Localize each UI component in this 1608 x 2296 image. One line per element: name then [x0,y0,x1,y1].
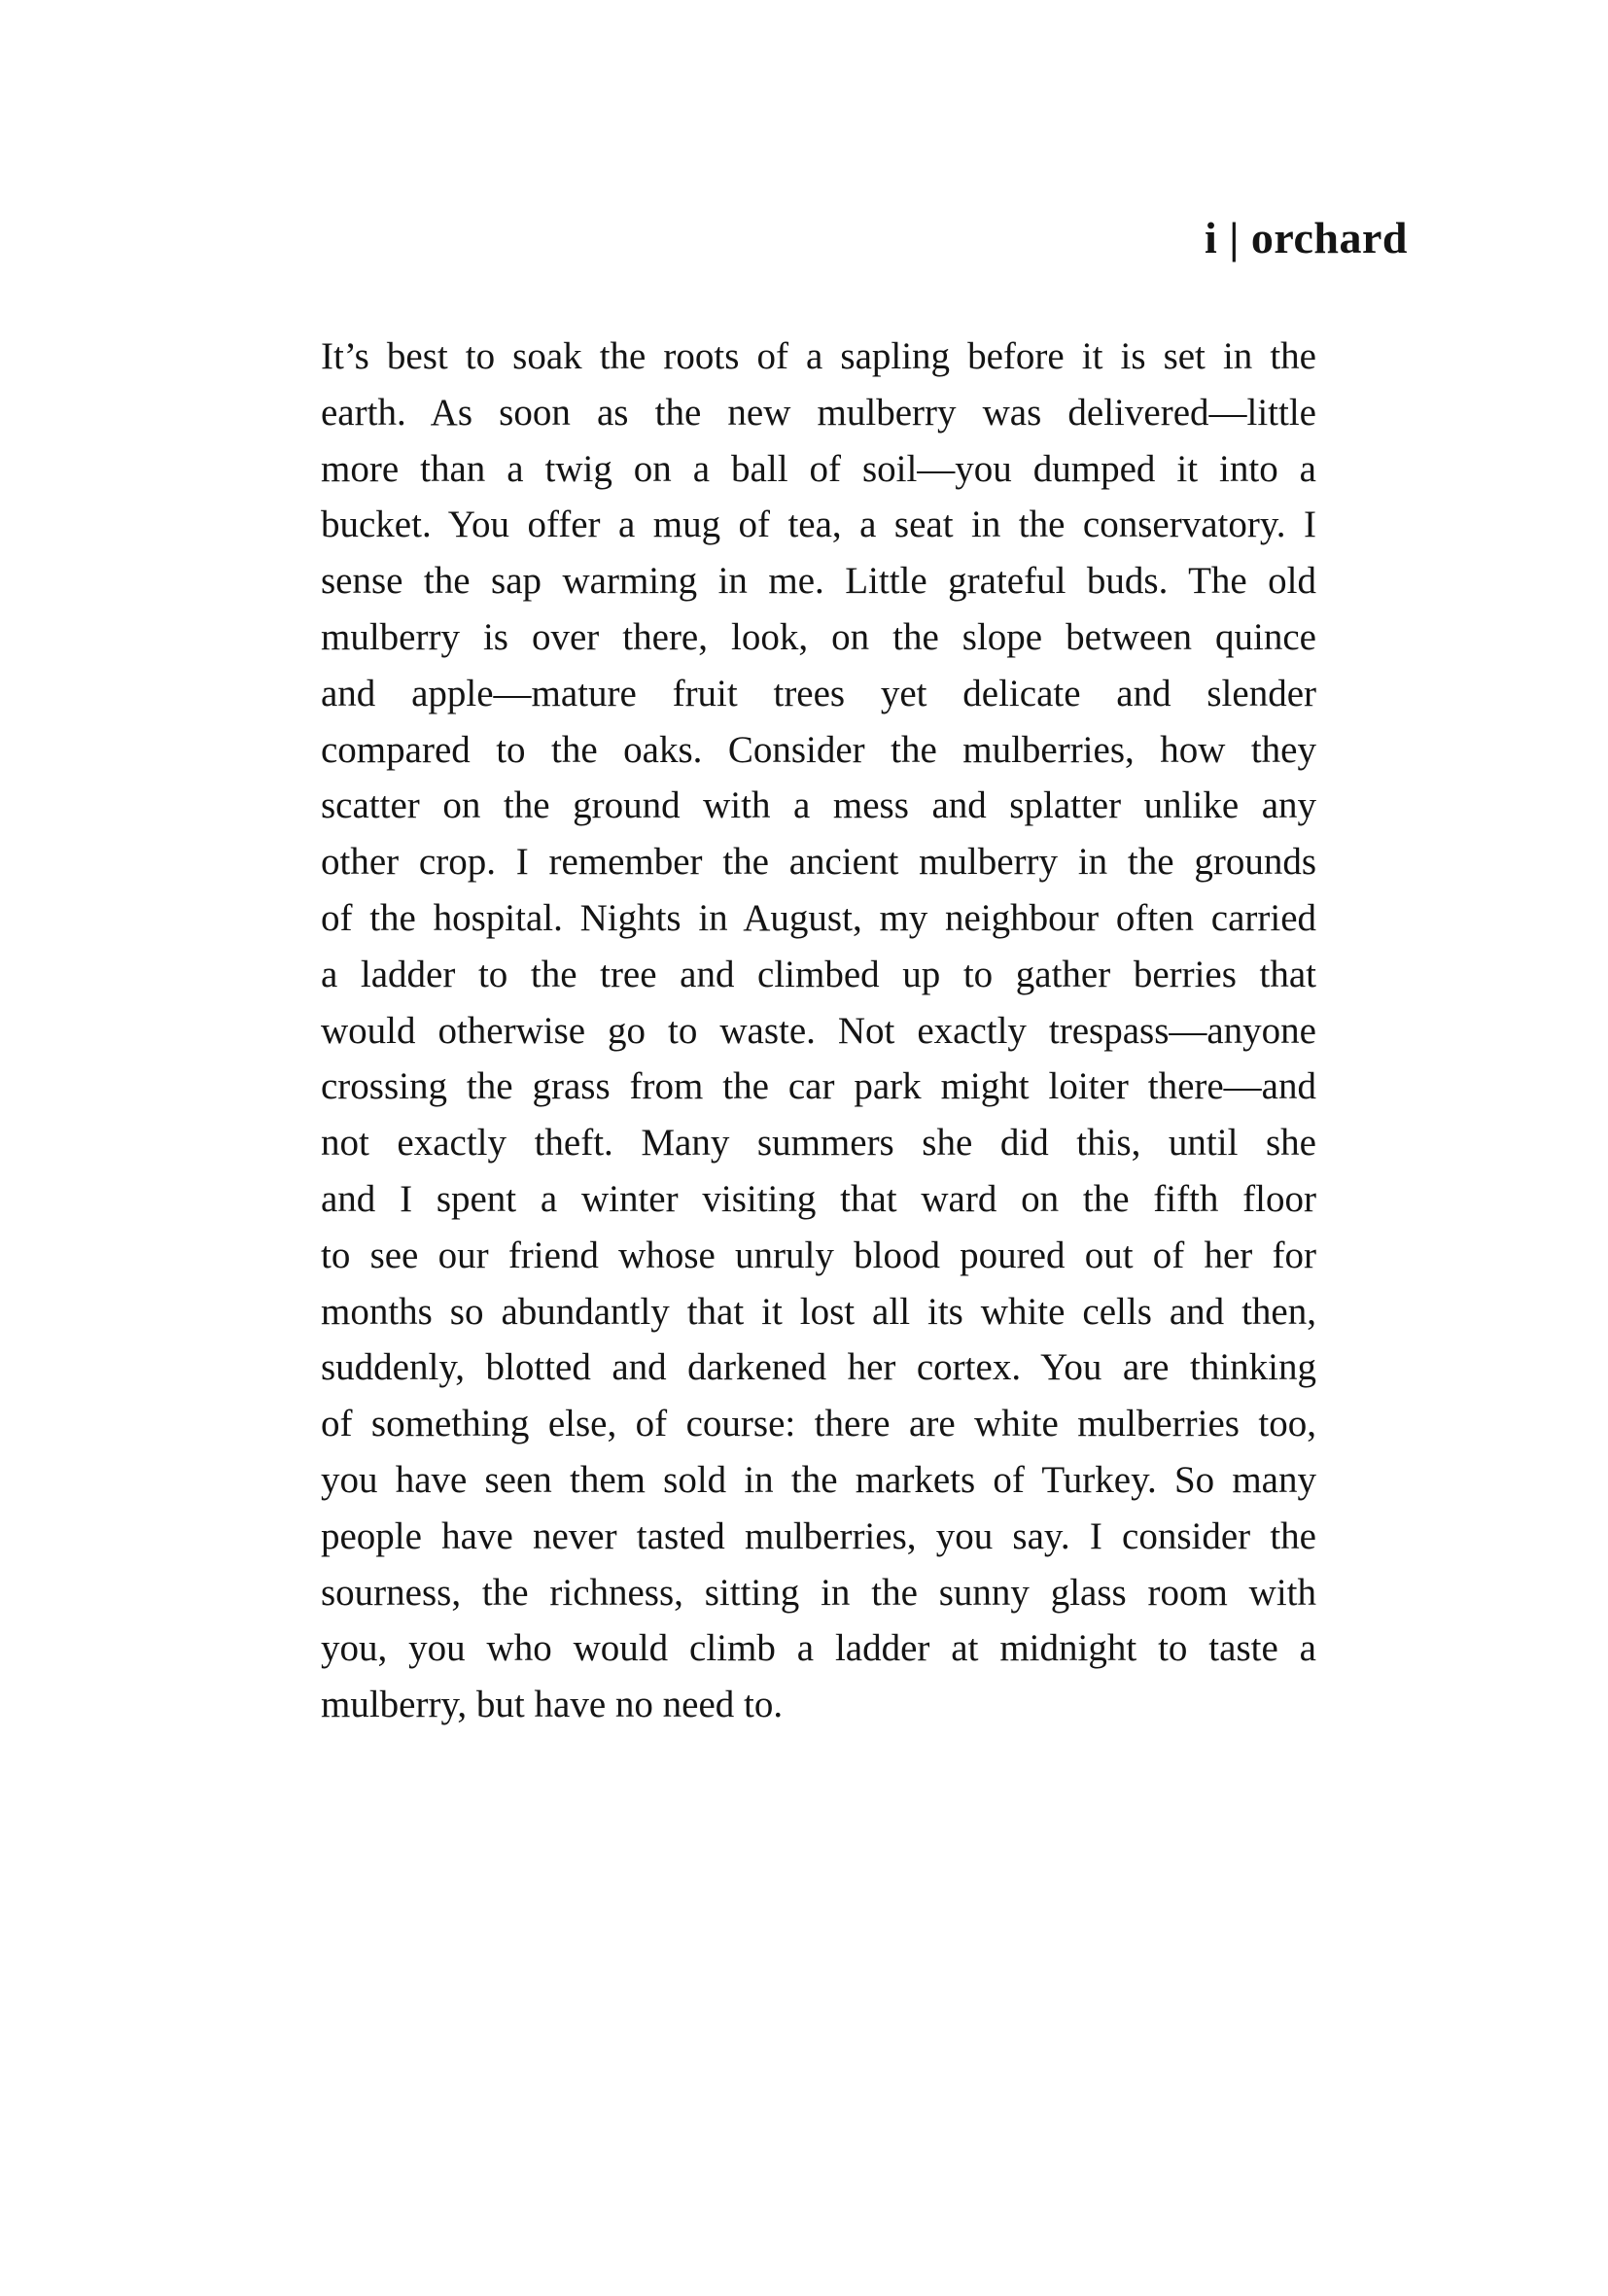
prose-line: mulberry is over there, look, on the slope between quince [321,615,1316,658]
prose-line: you have seen them sold in the markets of Turkey. So many [321,1458,1316,1501]
prose-line: bucket. You offer a mug of tea, a seat in the conservatory. I [321,504,1316,546]
prose-line: months so abundantly that it lost all its white cells and then, [321,1290,1316,1333]
prose-line: of the hospital. Nights in August, my neighbour often carried [321,896,1316,939]
prose-line: crossing the grass from the car park might loiter there—and [321,1065,1316,1108]
prose-line: would otherwise go to waste. Not exactly trespass—anyone [321,1009,1316,1052]
prose-paragraph [321,329,1316,1733]
prose-line: It’s best to soak the roots of a sapling before it is set in the [321,335,1316,377]
section-heading: i | orchard [1205,213,1408,262]
prose-line: suddenly, blotted and darkened her cortex. You are thinking [321,1346,1316,1389]
prose-line: you, you who would climb a ladder at midnight to taste a [321,1627,1316,1670]
prose-line: to see our friend whose unruly blood poured out of her for [321,1234,1316,1276]
prose-line: compared to the oaks. Consider the mulberries, how they [321,728,1316,771]
prose-line: mulberry, but have no need to. [321,1684,784,1726]
prose-line: people have never tasted mulberries, you say. I consider the [321,1514,1316,1557]
prose-line: earth. As soon as the new mulberry was delivered—little [321,391,1316,434]
prose-line: other crop. I remember the ancient mulberry in the grounds [321,841,1316,884]
prose-line: and apple—mature fruit trees yet delicate and slender [321,672,1316,714]
prose-line: of something else, of course: there are white mulberries too, [321,1403,1316,1445]
prose-line: sourness, the richness, sitting in the sunny glass room with [321,1571,1316,1614]
prose-line: scatter on the ground with a mess and splatter unlike any [321,784,1316,827]
prose-line: a ladder to the tree and climbed up to gather berries that [321,953,1316,995]
prose-line: more than a twig on a ball of soil—you dumped it into a [321,447,1316,490]
prose-line: and I spent a winter visiting that ward on the fifth floor [321,1177,1316,1220]
prose-line: sense the sap warming in me. Little grateful buds. The old [321,560,1316,603]
prose-line: not exactly theft. Many summers she did this, until she [321,1122,1316,1165]
